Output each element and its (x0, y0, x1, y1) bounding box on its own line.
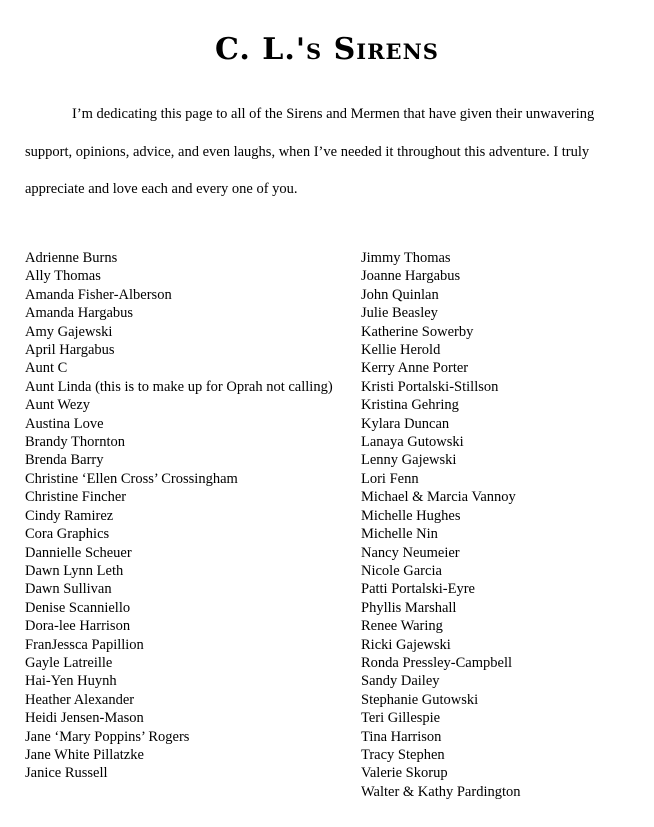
list-item: Ricki Gajewski (361, 636, 451, 653)
list-item: Jane ‘Mary Poppins’ Rogers (25, 728, 190, 745)
list-item: Joanne Hargabus (361, 268, 461, 285)
list-item: Kristi Portalski-Stillson (361, 378, 499, 395)
list-item: Sandy Dailey (361, 673, 440, 690)
list-item: Julie Beasley (361, 305, 438, 322)
list-item: Brandy Thornton (25, 434, 126, 451)
list-item: Christine ‘Ellen Cross’ Crossingham (25, 470, 238, 487)
list-item: Michael & Marcia Vannoy (361, 489, 516, 506)
list-item: Kerry Anne Porter (361, 360, 469, 377)
list-item: Dawn Sullivan (25, 581, 112, 598)
list-item: Cindy Ramirez (25, 507, 114, 524)
list-item: Walter & Kathy Pardington (361, 783, 521, 800)
list-item: FranJessca Papillion (25, 636, 144, 653)
list-item: Cora Graphics (25, 526, 110, 543)
list-item: Tina Harrison (361, 728, 442, 745)
list-item: Teri Gillespie (361, 710, 441, 727)
list-item: Valerie Skorup (361, 765, 448, 782)
list-item: Stephanie Gutowski (361, 691, 479, 708)
list-item: Katherine Sowerby (361, 323, 474, 340)
list-item: Aunt C (25, 360, 68, 377)
list-item: Ally Thomas (25, 268, 101, 285)
list-item: Dawn Lynn Leth (25, 562, 124, 579)
list-item: Phyllis Marshall (361, 599, 457, 616)
list-item: Dannielle Scheuer (25, 544, 132, 561)
list-item: Michelle Nin (361, 526, 438, 543)
names-list-left (25, 249, 345, 783)
list-item: Brenda Barry (25, 452, 104, 469)
list-item: Tracy Stephen (361, 746, 445, 763)
list-item: Gayle Latreille (25, 654, 113, 671)
list-item: John Quinlan (361, 286, 439, 303)
list-item: Aunt Wezy (25, 397, 91, 414)
list-item: Kristina Gehring (361, 397, 459, 414)
list-item: Christine Fincher (25, 489, 127, 506)
list-item: Ronda Pressley-Campbell (361, 654, 513, 671)
list-item: Austina Love (25, 415, 104, 432)
list-item: Kylara Duncan (361, 415, 450, 432)
names-list-right (361, 249, 641, 801)
list-item: Adrienne Burns (25, 250, 118, 266)
dedication-paragraph: I’m dedicating this page to all of the Sirens and Mermen that have given their unwavering support, opinions, advice, and even laughs, when I’ve needed it throughout this adventure. I truly appreciate and love each and every one of you. (25, 106, 595, 197)
list-item: Jane White Pillatzke (25, 746, 144, 763)
list-item: Nicole Garcia (361, 562, 442, 579)
list-item: Amanda Hargabus (25, 305, 134, 322)
list-item: Dora-lee Harrison (25, 618, 131, 635)
list-item: Jimmy Thomas (361, 250, 451, 266)
list-item: Michelle Hughes (361, 507, 461, 524)
list-item: Heather Alexander (25, 691, 135, 708)
list-item: Renee Waring (361, 618, 443, 635)
list-item: Amy Gajewski (25, 323, 113, 340)
list-item: Kellie Herold (361, 342, 441, 359)
page-title: C. L.'s Sirens (215, 32, 439, 68)
list-item: Hai-Yen Huynh (25, 673, 117, 690)
list-item: Aunt Linda (this is to make up for Oprah not calling) (25, 378, 333, 395)
list-item: Lanaya Gutowski (361, 434, 464, 451)
list-item: Amanda Fisher-Alberson (25, 286, 172, 303)
list-item: Patti Portalski-Eyre (361, 581, 475, 598)
list-item: Denise Scanniello (25, 599, 131, 616)
list-item: Nancy Neumeier (361, 544, 460, 561)
list-item: April Hargabus (25, 342, 115, 359)
list-item: Lenny Gajewski (361, 452, 457, 469)
list-item: Janice Russell (25, 765, 108, 782)
list-item: Lori Fenn (361, 470, 419, 487)
list-item: Heidi Jensen-Mason (25, 710, 144, 727)
